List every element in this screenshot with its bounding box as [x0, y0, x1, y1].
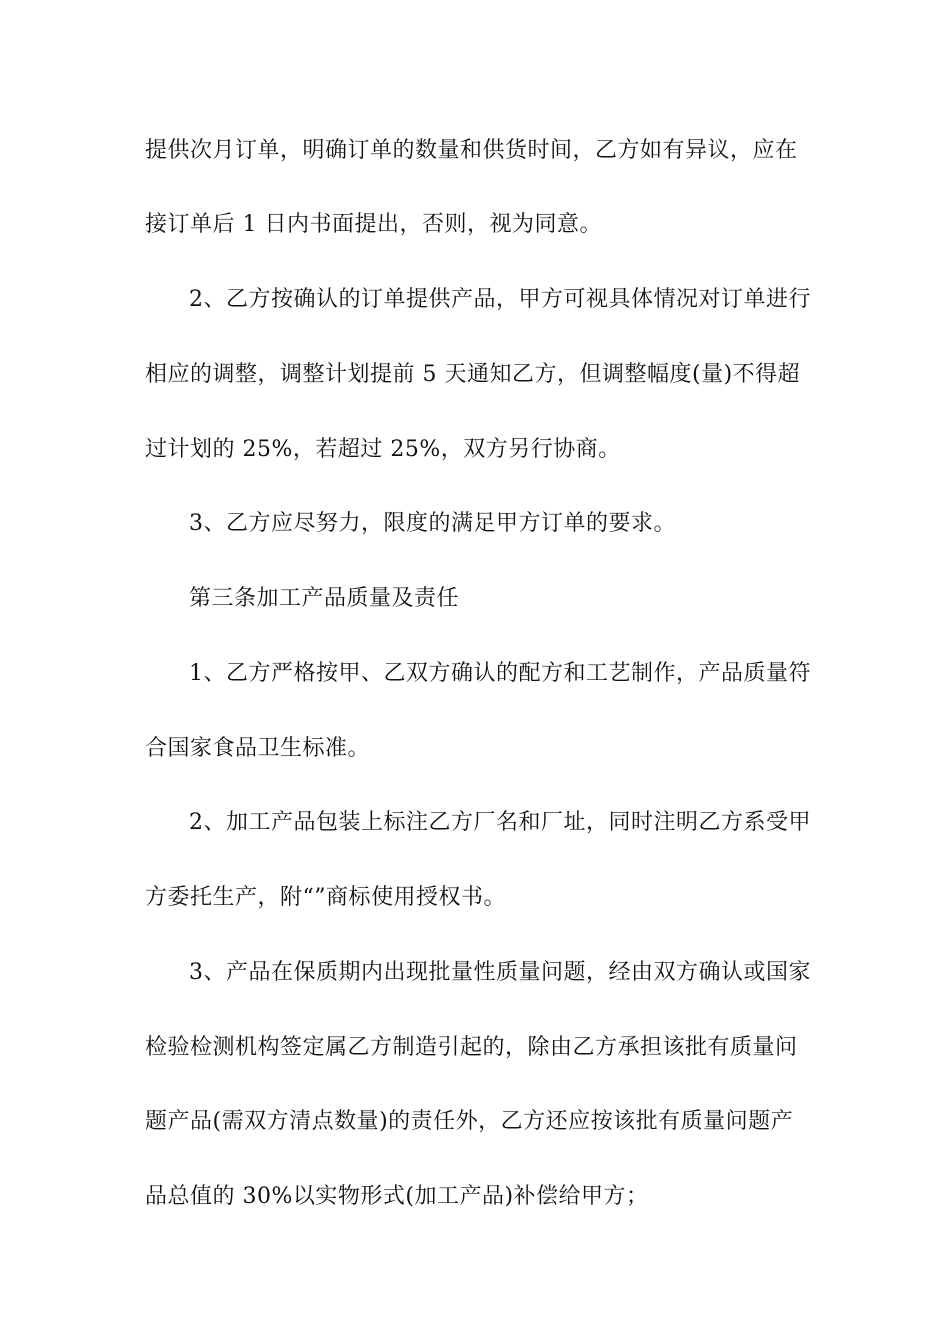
text-line-6: 3、乙方应尽努力，限度的满足甲方订单的要求。 [189, 511, 676, 536]
text-line-5: 过计划的 25%，若超过 25%，双方另行协商。 [145, 437, 621, 462]
text-line-14: 题产品(需双方清点数量)的责任外，乙方还应按该批有质量问题产 [145, 1109, 794, 1134]
text-line-10: 2、加工产品包装上标注乙方厂名和厂址，同时注明乙方系受甲 [189, 810, 811, 835]
text-line-8: 1、乙方严格按甲、乙双方确认的配方和工艺制作，产品质量符 [189, 661, 811, 686]
text-line-11: 方委托生产，附“”商标使用授权书。 [145, 885, 506, 910]
text-line-13: 检验检测机构签定属乙方制造引起的，除由乙方承担该批有质量问 [145, 1035, 798, 1060]
section-heading: 第三条加工产品质量及责任 [189, 586, 460, 611]
text-line-9: 合国家食品卫生标准。 [145, 736, 371, 761]
text-line-1: 提供次月订单，明确订单的数量和供货时间，乙方如有异议，应在 [145, 138, 798, 163]
text-line-4: 相应的调整，调整计划提前 5 天通知乙方，但调整幅度(量)不得超 [145, 362, 801, 387]
text-line-12: 3、产品在保质期内出现批量性质量问题，经由双方确认或国家 [189, 960, 811, 985]
text-line-2: 接订单后 1 日内书面提出，否则，视为同意。 [145, 212, 602, 237]
text-line-3: 2、乙方按确认的订单提供产品，甲方可视具体情况对订单进行 [189, 287, 811, 312]
text-line-15: 品总值的 30%以实物形式(加工产品)补偿给甲方； [145, 1184, 649, 1209]
